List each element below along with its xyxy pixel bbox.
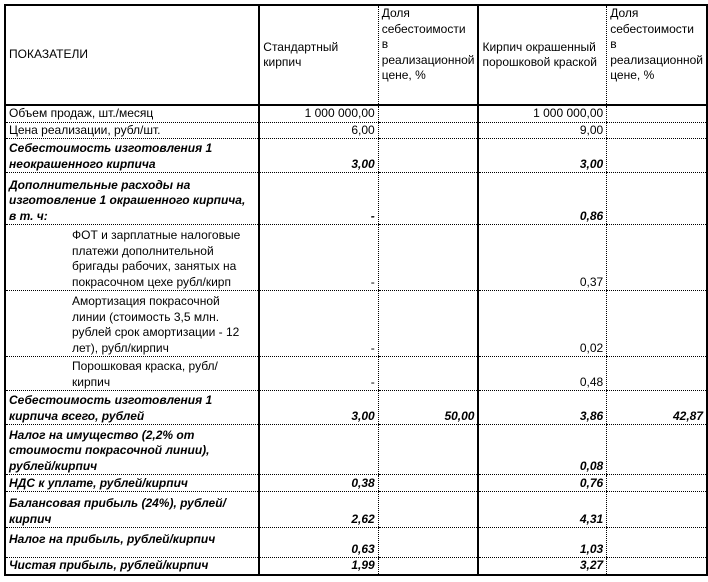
table-row — [5, 139, 707, 173]
painted-share — [607, 173, 707, 225]
row-label: НДС к уплате, рублей/кирпич — [5, 475, 259, 492]
table-row — [5, 391, 707, 425]
row-label: Объем продаж, шт./месяц — [5, 105, 259, 122]
standard-share — [378, 225, 478, 291]
painted-share — [607, 105, 707, 122]
painted-share — [607, 357, 707, 391]
painted-share: 42,87 — [607, 391, 707, 425]
painted-value: 0,02 — [478, 291, 606, 357]
table-row — [5, 105, 707, 122]
painted-value: 0,08 — [478, 425, 606, 475]
painted-value: 4,31 — [478, 492, 606, 528]
standard-value: 1 000 000,00 — [259, 105, 378, 122]
table-row — [5, 357, 707, 391]
table-row — [5, 475, 707, 492]
standard-share — [378, 475, 478, 492]
economics-table — [4, 4, 708, 576]
standard-share — [378, 492, 478, 528]
standard-value: 3,00 — [259, 391, 378, 425]
standard-value: - — [259, 291, 378, 357]
standard-value: 0,63 — [259, 528, 378, 558]
row-label: ФОТ и зарплатные налоговые платежи дополнительной бригады рабочих, занятых на покрасочном цехе рубл/кирп — [5, 225, 259, 291]
header-row — [5, 5, 707, 105]
painted-share — [607, 475, 707, 492]
standard-value: - — [259, 225, 378, 291]
table-row — [5, 492, 707, 528]
table-row — [5, 173, 707, 225]
standard-value: 6,00 — [259, 122, 378, 139]
table-row — [5, 225, 707, 291]
table-row — [5, 425, 707, 475]
painted-value: 1,03 — [478, 528, 606, 558]
header-painted-brick: Кирпич окрашенный порошковой краской — [478, 5, 606, 105]
row-label: Себестоимость изготовления 1 неокрашенного кирпича — [5, 139, 259, 173]
painted-share — [607, 528, 707, 558]
standard-share — [378, 357, 478, 391]
standard-value: - — [259, 173, 378, 225]
standard-share — [378, 558, 478, 575]
standard-value: 0,38 — [259, 475, 378, 492]
painted-value: 3,00 — [478, 139, 606, 173]
table-row — [5, 291, 707, 357]
standard-share — [378, 425, 478, 475]
header-cost-share-painted: Доля себестоимости в реализационной цене, % — [607, 5, 707, 105]
standard-value: 1,99 — [259, 558, 378, 575]
standard-share — [378, 528, 478, 558]
row-label: Балансовая прибыль (24%), рублей/кирпич — [5, 492, 259, 528]
row-label: Налог на прибыль, рублей/кирпич — [5, 528, 259, 558]
row-label: Себестоимость изготовления 1 кирпича всего, рублей — [5, 391, 259, 425]
painted-share — [607, 291, 707, 357]
table-row — [5, 528, 707, 558]
painted-value: 3,86 — [478, 391, 606, 425]
standard-value: 2,62 — [259, 492, 378, 528]
row-label: Налог на имущество (2,2% от стоимости покрасочной линии), рублей/кирпич — [5, 425, 259, 475]
painted-share — [607, 122, 707, 139]
painted-share — [607, 139, 707, 173]
row-label: Цена реализации, рубл/шт. — [5, 122, 259, 139]
standard-share — [378, 291, 478, 357]
painted-share — [607, 225, 707, 291]
standard-share: 50,00 — [378, 391, 478, 425]
row-label: Чистая прибыль, рублей/кирпич — [5, 558, 259, 575]
header-cost-share-standard: Доля себестоимости в реализационной цене, % — [378, 5, 478, 105]
standard-share — [378, 173, 478, 225]
painted-value: 0,48 — [478, 357, 606, 391]
painted-value: 0,76 — [478, 475, 606, 492]
standard-share — [378, 139, 478, 173]
standard-value: 3,00 — [259, 139, 378, 173]
header-standard-brick: Стандартный кирпич — [259, 5, 378, 105]
painted-value: 3,27 — [478, 558, 606, 575]
painted-value: 0,37 — [478, 225, 606, 291]
painted-value: 9,00 — [478, 122, 606, 139]
table-row — [5, 122, 707, 139]
row-label: Дополнительные расходы на изготовление 1 окрашенного кирпича, в т. ч: — [5, 173, 259, 225]
row-label: Амортизация покрасочной линии (стоимость 3,5 млн. рублей срок амортизации - 12 лет), рубл/кирпич — [5, 291, 259, 357]
table-row — [5, 558, 707, 575]
standard-value: - — [259, 357, 378, 391]
painted-share — [607, 425, 707, 475]
painted-share — [607, 492, 707, 528]
header-indicators: ПОКАЗАТЕЛИ — [5, 5, 259, 105]
painted-share — [607, 558, 707, 575]
painted-value: 1 000 000,00 — [478, 105, 606, 122]
standard-value — [259, 425, 378, 475]
painted-value: 0,86 — [478, 173, 606, 225]
standard-share — [378, 122, 478, 139]
standard-share — [378, 105, 478, 122]
row-label: Порошковая краска, рубл/ кирпич — [5, 357, 259, 391]
